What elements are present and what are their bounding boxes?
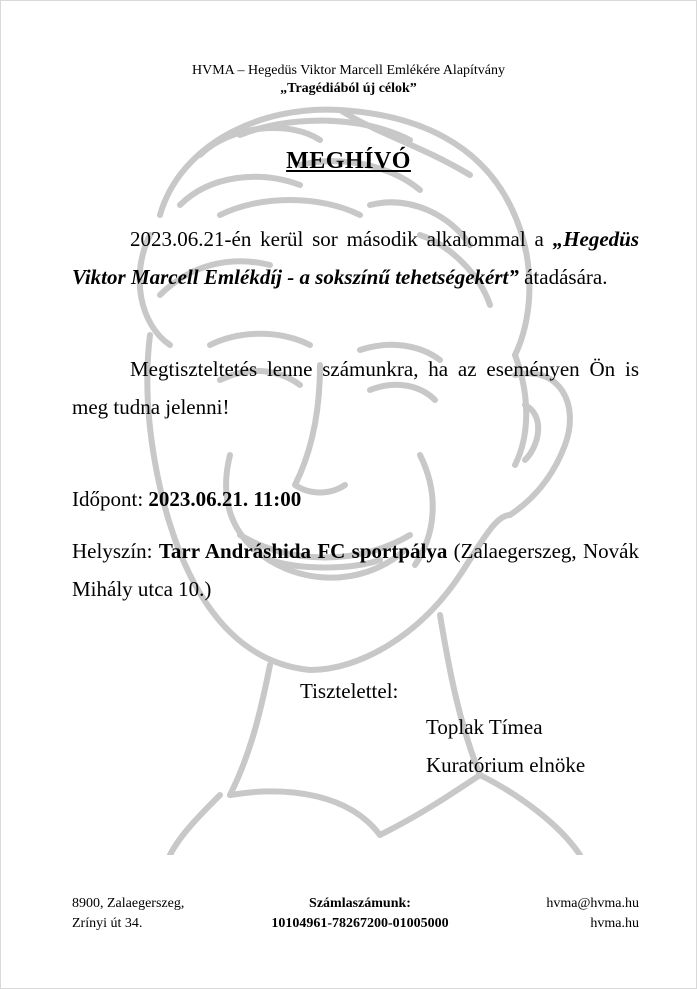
footer-contact xyxy=(546,894,639,934)
signer-role: Kuratórium elnöke xyxy=(426,753,586,777)
document-title: MEGHÍVÓ xyxy=(286,148,411,174)
account-label: Számlaszámunk: xyxy=(309,896,411,911)
address-line-1: 8900, Zalaegerszeg, xyxy=(72,896,185,911)
foundation-slogan: „Tragédiából új célok” xyxy=(280,81,417,96)
contact-website[interactable]: hvma.hu xyxy=(590,916,639,931)
place-address: (Zalaegerszeg, Novák Mihály utca 10.) xyxy=(72,539,639,601)
foundation-name: HVMA – Hegedüs Viktor Marcell Emlékére Alapítvány xyxy=(191,63,506,78)
signature-block xyxy=(426,708,585,784)
event-date-sentence: 2023.06.21-én kerül sor második alkalommal a xyxy=(130,227,544,251)
award-name: „Hegedüs Viktor Marcell Emlékdíj - a sokszínű tehetségekért” xyxy=(72,227,640,289)
account-number: 10104961-78267200-01005000 xyxy=(271,916,449,931)
event-place xyxy=(72,532,639,608)
place-label: Helyszín: xyxy=(72,539,159,563)
invitation-paragraph xyxy=(72,220,639,296)
honor-paragraph xyxy=(72,350,639,426)
time-value: 2023.06.21. 11:00 xyxy=(148,487,302,511)
address-line-2: Zrínyi út 34. xyxy=(72,916,143,931)
footer-address xyxy=(72,894,184,934)
contact-email[interactable]: hvma@hvma.hu xyxy=(546,896,639,911)
letterhead xyxy=(0,62,697,98)
time-label: Időpont: xyxy=(72,487,149,511)
honor-sentence: Megtiszteltetés lenne számunkra, ha az eseményen Ön is meg tudna jelenni! xyxy=(72,357,639,419)
closing-greeting: Tisztelettel: xyxy=(300,679,399,703)
signer-name: Toplak Tímea xyxy=(426,715,543,739)
footer-account xyxy=(250,894,470,934)
place-value: Tarr Andráshida FC sportpálya xyxy=(158,539,448,563)
award-suffix: átadására. xyxy=(518,265,608,289)
event-time xyxy=(72,480,639,518)
